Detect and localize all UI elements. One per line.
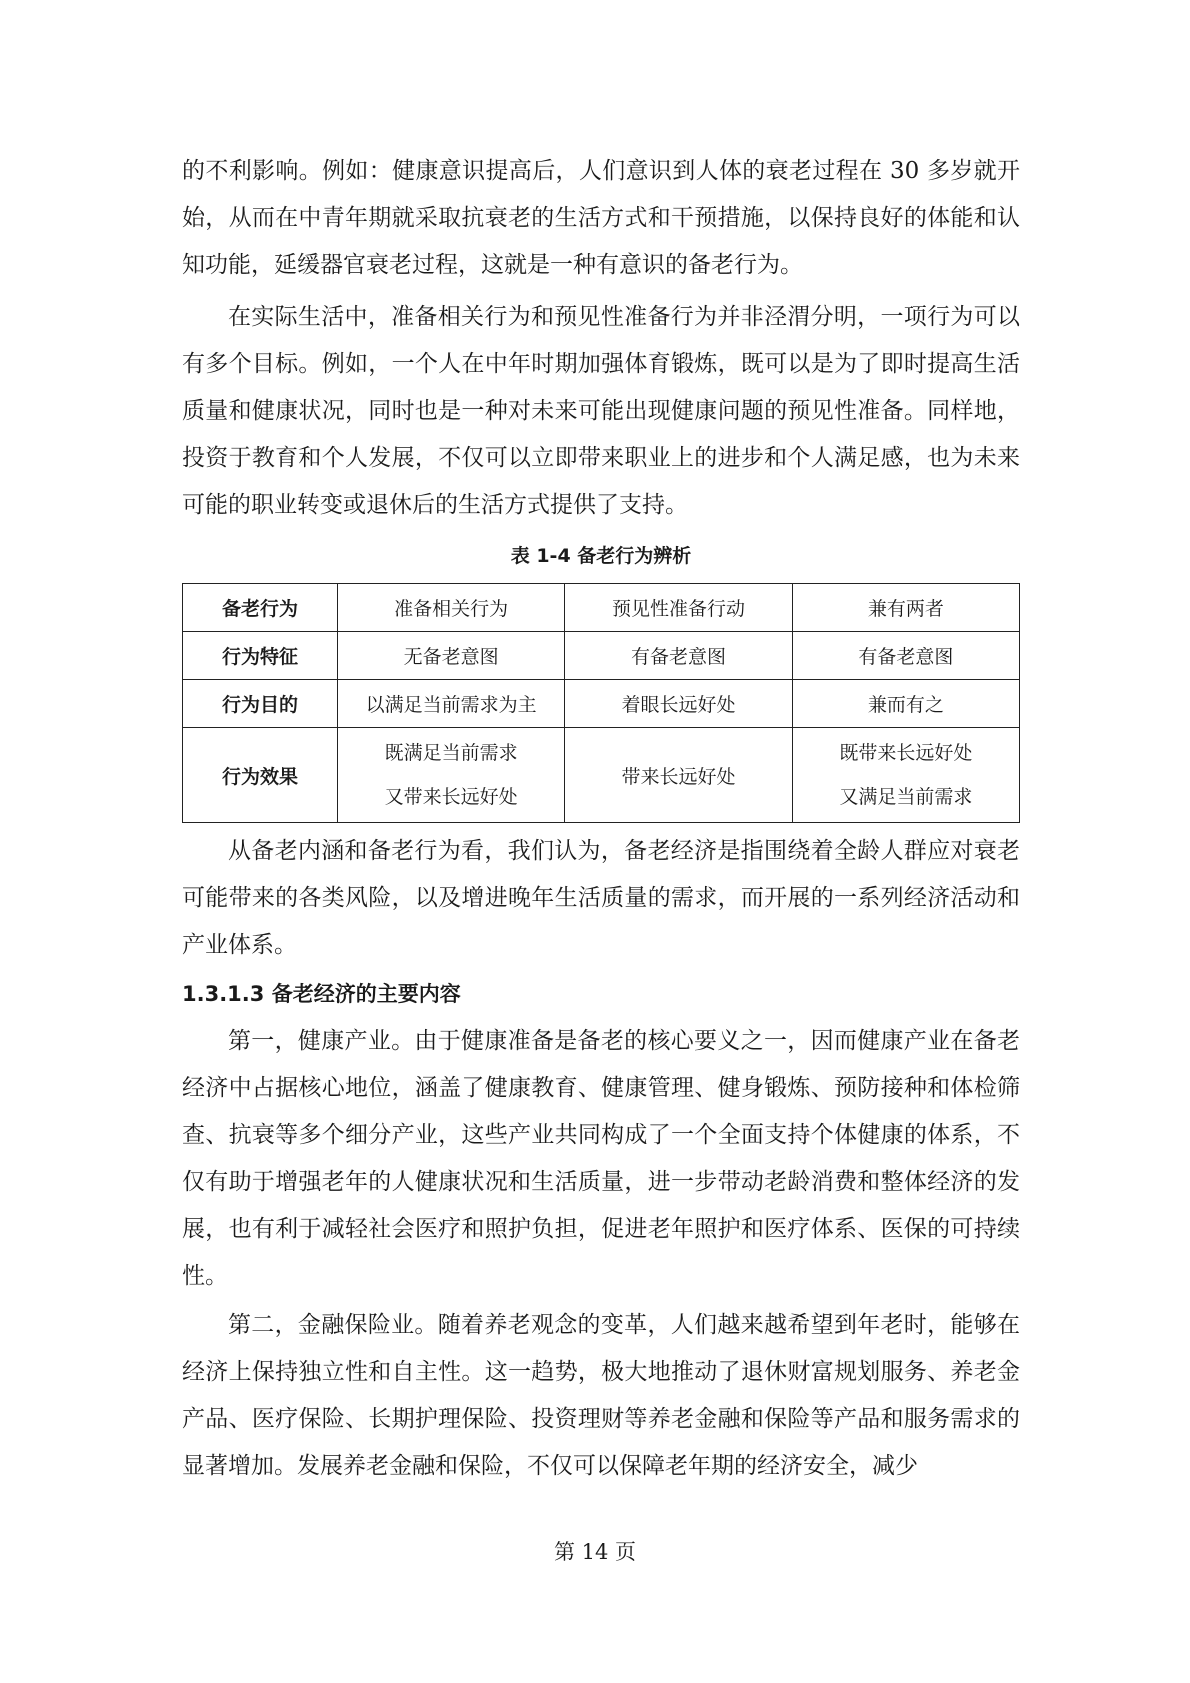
cell-line: 又带来长远好处 xyxy=(384,786,518,808)
table-cell-row-label: 行为效果 xyxy=(183,728,338,823)
table-cell: 预见性准备行动 xyxy=(565,584,792,632)
table-cell xyxy=(338,728,565,823)
table-row-purpose xyxy=(183,680,1020,728)
paragraph-3: 从备老内涵和备老行为看，我们认为，备老经济是指围绕着全龄人群应对衰老可能带来的各类风险，以及增进晚年生活质量的需求，而开展的一系列经济活动和产业体系。 xyxy=(182,838,1020,958)
table-cell: 着眼长远好处 xyxy=(565,680,792,728)
table-row-effect xyxy=(183,728,1020,823)
table-row-header xyxy=(183,584,1020,632)
table-cell: 准备相关行为 xyxy=(338,584,565,632)
paragraph-5: 第二，金融保险业。随着养老观念的变革，人们越来越希望到年老时，能够在经济上保持独立性和自主性。这一趋势，极大地推动了退休财富规划服务、养老金产品、医疗保险、长期护理保险、投资理财等养老金融和保险等产品和服务需求的显著增加。发展养老金融和保险，不仅可以保障老年期的经济安全，减少 xyxy=(182,1312,1020,1479)
cell-line: 又满足当前需求 xyxy=(839,786,973,808)
table-cell: 无备老意图 xyxy=(338,632,565,680)
cell-line: 既满足当前需求 xyxy=(384,742,518,764)
table-cell: 带来长远好处 xyxy=(565,728,792,823)
paragraph-4: 第一，健康产业。由于健康准备是备老的核心要义之一，因而健康产业在备老经济中占据核心地位，涵盖了健康教育、健康管理、健身锻炼、预防接种和体检筛查、抗衰等多个细分产业，这些产业共同构成了一个全面支持个体健康的体系，不仅有助于增强老年的人健康状况和生活质量，进一步带动老龄消费和整体经济的发展，也有利于减轻社会医疗和照护负担，促进老年照护和医疗体系、医保的可持续性。 xyxy=(182,1028,1020,1289)
table-cell: 兼而有之 xyxy=(792,680,1019,728)
cell-line: 既带来长远好处 xyxy=(839,742,973,764)
table-cell: 有备老意图 xyxy=(792,632,1019,680)
table-cell: 以满足当前需求为主 xyxy=(338,680,565,728)
table-cell: 兼有两者 xyxy=(792,584,1019,632)
section-heading: 1.3.1.3 备老经济的主要内容 xyxy=(182,982,461,1006)
page-number: 第 14 页 xyxy=(553,1540,637,1564)
table-cell: 有备老意图 xyxy=(565,632,792,680)
table-cell-row-label: 备老行为 xyxy=(183,584,338,632)
table-row-feature xyxy=(183,632,1020,680)
table-cell xyxy=(792,728,1019,823)
behavior-table xyxy=(182,583,1020,823)
paragraph-1: 的不利影响。例如：健康意识提高后，人们意识到人体的衰老过程在 30 多岁就开始，从而在中青年期就采取抗衰老的生活方式和干预措施，以保持良好的体能和认知功能，延缓器官衰老过程，这就是一种有意识的备老行为。 xyxy=(182,158,1020,278)
table-caption: 表 1-4 备老行为辨析 xyxy=(510,545,692,567)
paragraph-2: 在实际生活中，准备相关行为和预见性准备行为并非泾渭分明，一项行为可以有多个目标。例如，一个人在中年时期加强体育锻炼，既可以是为了即时提高生活质量和健康状况，同时也是一种对未来可能出现健康问题的预见性准备。同样地，投资于教育和个人发展，不仅可以立即带来职业上的进步和个人满足感，也为未来可能的职业转变或退休后的生活方式提供了支持。 xyxy=(182,304,1020,518)
table-cell-row-label: 行为特征 xyxy=(183,632,338,680)
table-cell-row-label: 行为目的 xyxy=(183,680,338,728)
document-page xyxy=(182,148,1020,1490)
